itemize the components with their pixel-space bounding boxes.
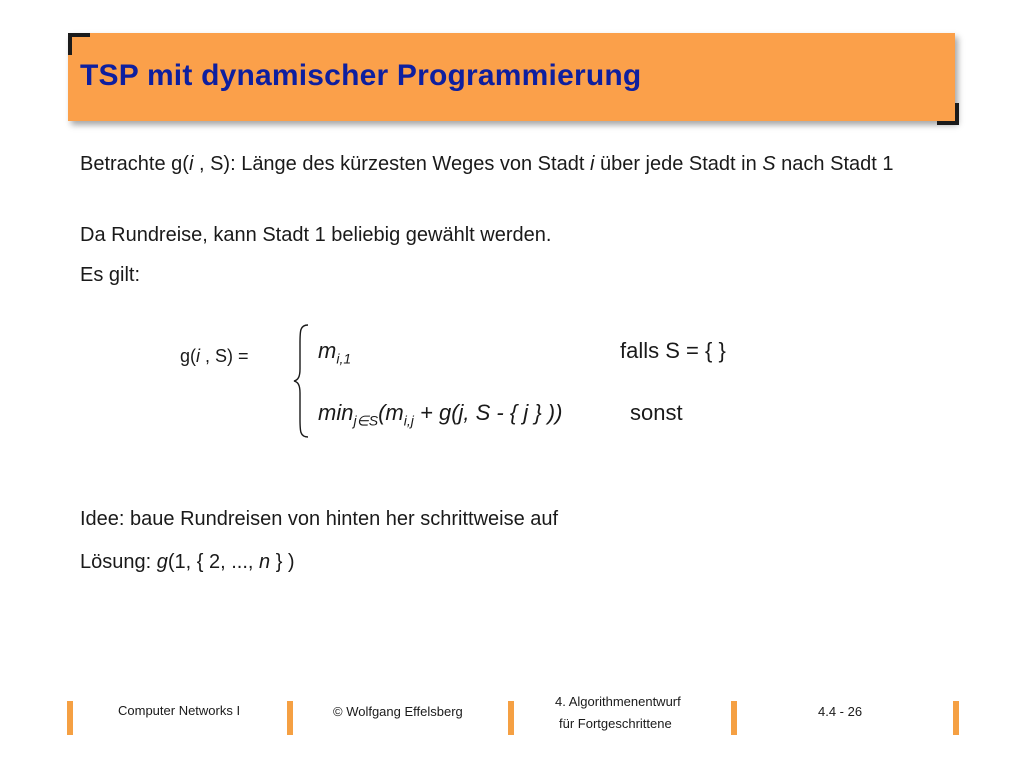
subscript-i1: i,1 (336, 350, 352, 367)
footer-divider (508, 701, 514, 735)
footer-divider (731, 701, 737, 735)
page-title: TSP mit dynamischer Programmierung (80, 59, 642, 92)
formula-case-2 (318, 400, 562, 429)
text-italic-s: S (762, 153, 776, 175)
footer-author: © Wolfgang Effelsberg (333, 704, 463, 719)
paragraph-es-gilt: Es gilt: (80, 264, 141, 286)
text-italic-m: (m (378, 400, 404, 425)
text-italic-m: m (318, 338, 337, 363)
paragraph-idee: Idee: baue Rundreisen von hinten her schrittweise auf (80, 508, 559, 530)
formula-condition-2: sonst (630, 400, 683, 425)
text-italic-g: g (156, 551, 168, 573)
text-italic-i: i (589, 153, 595, 175)
footer-divider (67, 701, 73, 735)
paragraph-roundtrip: Da Rundreise, kann Stadt 1 beliebig gewählt werden. (80, 224, 552, 246)
paragraph-loesung (80, 549, 295, 575)
corner-mark-bottom-right (937, 103, 959, 125)
text-italic-n: n (259, 551, 271, 573)
text-segment: Lösung: (80, 551, 157, 573)
text-segment: nach Stadt 1 (775, 153, 894, 175)
footer-chapter-line2: für Fortgeschrittene (559, 716, 672, 731)
subscript-j-in-s: j∈S (353, 412, 379, 429)
formula-label (180, 346, 249, 367)
formula-case-1 (318, 338, 351, 366)
text-italic-i: i (188, 153, 194, 175)
text-italic-min: min (318, 400, 354, 425)
text-italic-i: i (196, 346, 201, 366)
text-segment: über jede Stadt in (594, 153, 763, 175)
footer-page-number: 4.4 - 26 (818, 704, 863, 719)
footer-divider (287, 701, 293, 735)
paragraph-definition (80, 151, 960, 177)
footer-course: Computer Networks I (118, 703, 241, 718)
text-segment: (1, { 2, ..., (167, 551, 260, 573)
text-italic-recursion: + g(j, S - { j } )) (413, 400, 563, 425)
title-bar (68, 33, 955, 121)
text-segment: Betrachte g( (80, 153, 189, 175)
corner-mark-top-left (68, 33, 90, 55)
footer-chapter-line1: 4. Algorithmenentwurf (555, 694, 681, 709)
formula-condition-1: falls S = { } (620, 338, 726, 363)
subscript-ij: i,j (403, 412, 414, 429)
left-brace-icon (292, 323, 312, 439)
text-segment: g( (180, 346, 197, 366)
text-segment: , S) = (200, 346, 249, 366)
text-segment: , S): Länge des kürzesten Weges von Stadt (193, 153, 590, 175)
footer-divider (953, 701, 959, 735)
text-segment: } ) (270, 551, 295, 573)
